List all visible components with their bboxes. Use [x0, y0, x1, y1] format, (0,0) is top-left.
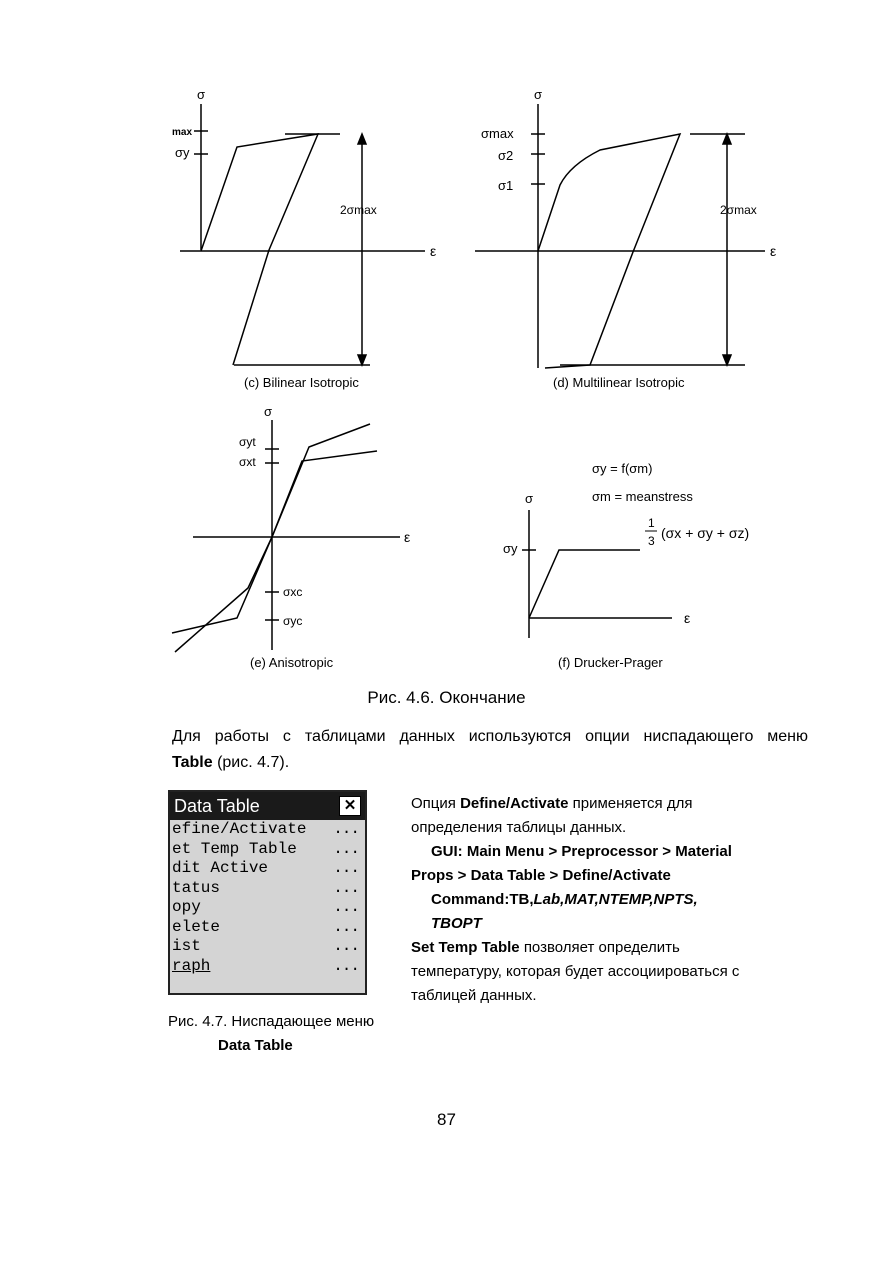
set-temp-table-line-3: таблицей данных. [411, 987, 537, 1004]
command-line-2: TBOPT [431, 915, 482, 932]
d-sigma1-label: σ1 [498, 178, 514, 193]
menu-item-define-activate[interactable]: efine/Activate ... [172, 820, 359, 838]
gui-path-line-1: GUI: Main Menu > Preprocessor > Material [431, 843, 732, 860]
set-temp-table-line-1: Set Temp Table позволяет определить [411, 939, 680, 956]
menu-item-copy[interactable]: opy ... [172, 898, 359, 916]
figure-4-7-caption-line-2: Data Table [218, 1037, 293, 1054]
f-x-axis-label: ε [684, 610, 691, 626]
c-hysteresis-curve [201, 134, 318, 365]
menu-title-bar [170, 792, 365, 820]
f-equation-1: σy = f(σm) [592, 461, 653, 476]
c-x-axis-label: ε [430, 243, 437, 259]
close-button[interactable]: ✕ [339, 796, 361, 816]
gui-path-line-2: Props > Data Table > Define/Activate [411, 867, 671, 884]
c-y-axis-label: σ [197, 87, 206, 102]
command-line-1: Command:TB,Lab,MAT,NTEMP,NPTS, [431, 891, 698, 908]
description-line-2: определения таблицы данных. [411, 819, 627, 836]
menu-item-list[interactable]: ist ... [172, 937, 359, 955]
menu-item-graph[interactable]: raph ... [172, 956, 359, 975]
menu-item-set-temp-table[interactable]: et Temp Table ... [172, 839, 359, 858]
d-x-axis-label: ε [770, 243, 777, 259]
paragraph-table-word: Table [172, 754, 213, 771]
c-max-label: max [172, 127, 193, 138]
e-yc-label: σyc [283, 614, 303, 628]
graph-multilinear-isotropic [475, 104, 765, 368]
set-temp-table-line-2: температуру, которая будет ассоциироваться с [411, 963, 740, 980]
menu-title: Data Table [174, 796, 260, 816]
menu-item-delete[interactable]: elete ... [172, 917, 359, 936]
f-sigma-y-label: σy [503, 541, 518, 556]
e-caption: (e) Anisotropic [250, 655, 334, 670]
page-number: 87 [437, 1110, 456, 1129]
c-caption: (c) Bilinear Isotropic [244, 375, 359, 390]
f-equation-2: σm = meanstress [592, 489, 693, 504]
c-2sigma-label: 2σmax [340, 203, 377, 217]
e-xc-label: σxc [283, 585, 303, 599]
e-yt-label: σyt [239, 435, 256, 449]
f-caption: (f) Drucker-Prager [558, 655, 663, 670]
menu-item-edit-active[interactable]: dit Active ... [172, 859, 359, 877]
f-curve [529, 550, 640, 618]
paragraph-line-1: Для работы с таблицами данных используются опции ниспадающего меню [172, 728, 808, 745]
figure-4-7-caption-line-1: Рис. 4.7. Ниспадающее меню [168, 1013, 375, 1030]
paragraph-line-2 [172, 754, 289, 771]
c-sigma-y-label: σy [175, 145, 190, 160]
f-fraction-denominator: 3 [648, 534, 655, 548]
data-table-menu [168, 790, 367, 995]
figure-4-7-caption [168, 1010, 374, 1058]
e-xt-label: σxt [239, 455, 256, 469]
f-y-axis-label: σ [525, 491, 534, 506]
f-fraction-numerator: 1 [648, 516, 655, 530]
e-x-axis-label: ε [404, 529, 411, 545]
e-y-axis-label: σ [264, 404, 273, 419]
paragraph-figure-ref: (рис. 4.7). [217, 754, 290, 771]
d-sigma2-label: σ2 [498, 148, 514, 163]
e-curve-x [172, 451, 377, 633]
menu-item-status[interactable]: tatus ... [172, 878, 359, 897]
graph-bilinear-isotropic [180, 104, 425, 365]
d-caption: (d) Multilinear Isotropic [553, 375, 685, 390]
description-line-1: Опция Define/Activate применяется для [411, 795, 693, 812]
d-max-label: σmax [481, 126, 514, 141]
f-equation-3: (σx + σy + σz) [661, 525, 750, 541]
define-activate-description [411, 792, 811, 1008]
d-y-axis-label: σ [534, 87, 543, 102]
d-2sigma-label: 2σmax [720, 203, 757, 217]
figure-4-6-title: Рис. 4.6. Окончание [367, 688, 526, 707]
intro-paragraph [172, 724, 808, 776]
